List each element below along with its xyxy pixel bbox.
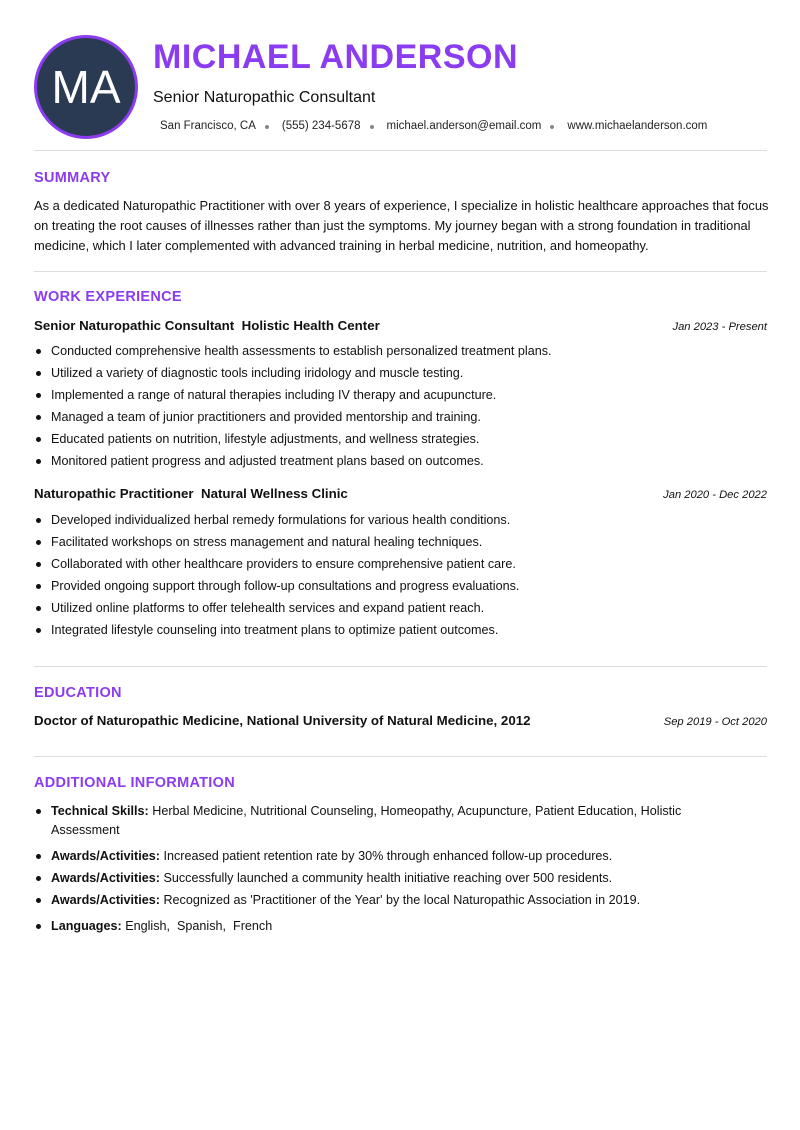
list-item — [34, 891, 734, 910]
list-item — [34, 802, 734, 840]
job-role: Naturopathic Practitioner — [34, 486, 194, 501]
job-company: Holistic Health Center — [241, 318, 380, 333]
info-text: English, Spanish, French — [125, 919, 273, 933]
candidate-name: MICHAEL ANDERSON — [153, 38, 519, 76]
info-text: Herbal Medicine, Nutritional Counseling, Homeopathy, Acupuncture, Patient Education, Holistic Assessment — [51, 804, 682, 837]
list-item — [34, 869, 734, 888]
contact-phone[interactable]: (555) 234-5678 — [281, 120, 361, 132]
list-item: Provided ongoing support through follow-up consultations and progress evaluations. — [34, 578, 767, 594]
info-label: Awards/Activities: — [51, 893, 160, 907]
list-item: Developed individualized herbal remedy formulations for various health conditions. — [34, 512, 767, 528]
job-dates: Jan 2023 - Present — [672, 321, 767, 333]
list-item: Managed a team of junior practitioners and provided mentorship and training. — [34, 409, 767, 425]
info-label: Awards/Activities: — [51, 849, 160, 863]
additional-info-list — [34, 802, 734, 936]
separator-dot-icon — [265, 125, 269, 129]
divider — [34, 756, 767, 757]
info-label: Languages: — [51, 919, 122, 933]
contact-bar — [160, 120, 707, 132]
job-header — [34, 486, 767, 501]
info-label: Awards/Activities: — [51, 871, 160, 885]
work-experience-heading: WORK EXPERIENCE — [34, 289, 182, 305]
info-text: Successfully launched a community health initiative reaching over 500 residents. — [163, 871, 613, 885]
job-role: Senior Naturopathic Consultant — [34, 318, 235, 333]
avatar-initials: MA — [51, 61, 121, 113]
info-text: Increased patient retention rate by 30% through enhanced follow-up procedures. — [163, 849, 613, 863]
contact-website[interactable]: www.michaelanderson.com — [567, 120, 708, 132]
list-item — [34, 847, 734, 866]
education-degree: Doctor of Naturopathic Medicine, National University of Natural Medicine, 2012 — [34, 713, 531, 728]
summary-heading: SUMMARY — [34, 170, 111, 186]
list-item: Monitored patient progress and adjusted treatment plans based on outcomes. — [34, 453, 767, 469]
education-entry — [34, 713, 767, 728]
contact-email[interactable]: michael.anderson@email.com — [386, 120, 542, 132]
summary-text: As a dedicated Naturopathic Practitioner with over 8 years of experience, I specialize in holistic healthcare approaches that focus on treating the root causes of illnesses rather than just the symptoms. My journey began with a strong foundation in traditional medicine, which I later complemented with advanced training in herbal medicine, nutrition, and homeopathy. — [34, 198, 769, 253]
additional-info-heading: ADDITIONAL INFORMATION — [34, 775, 235, 791]
list-item: Utilized online platforms to offer telehealth services and expand patient reach. — [34, 600, 767, 616]
education-dates: Sep 2019 - Oct 2020 — [663, 716, 767, 728]
job-bullets — [34, 512, 767, 638]
divider — [34, 150, 767, 151]
list-item: Integrated lifestyle counseling into treatment plans to optimize patient outcomes. — [34, 622, 767, 638]
avatar — [34, 35, 138, 139]
job-company: Natural Wellness Clinic — [200, 486, 348, 501]
list-item: Collaborated with other healthcare providers to ensure comprehensive patient care. — [34, 556, 767, 572]
job-header — [34, 318, 767, 333]
separator-dot-icon — [550, 125, 554, 129]
job-bullets — [34, 343, 767, 469]
list-item: Implemented a range of natural therapies including IV therapy and acupuncture. — [34, 387, 767, 403]
candidate-title: Senior Naturopathic Consultant — [153, 89, 376, 106]
job-dates: Jan 2020 - Dec 2022 — [663, 489, 767, 501]
info-label: Technical Skills: — [51, 804, 149, 818]
divider — [34, 666, 767, 667]
job-title-company — [34, 318, 380, 333]
divider — [34, 271, 767, 272]
list-item: Facilitated workshops on stress management and natural healing techniques. — [34, 534, 767, 550]
info-text: Recognized as 'Practitioner of the Year' by the local Naturopathic Association in 2019. — [163, 893, 641, 907]
separator-dot-icon — [370, 125, 374, 129]
list-item — [34, 917, 734, 936]
contact-location: San Francisco, CA — [160, 120, 256, 132]
job-title-company — [34, 486, 348, 501]
list-item: Educated patients on nutrition, lifestyle adjustments, and wellness strategies. — [34, 431, 767, 447]
education-heading: EDUCATION — [34, 685, 122, 701]
list-item: Utilized a variety of diagnostic tools including iridology and muscle testing. — [34, 365, 767, 381]
list-item: Conducted comprehensive health assessments to establish personalized treatment plans. — [34, 343, 767, 359]
